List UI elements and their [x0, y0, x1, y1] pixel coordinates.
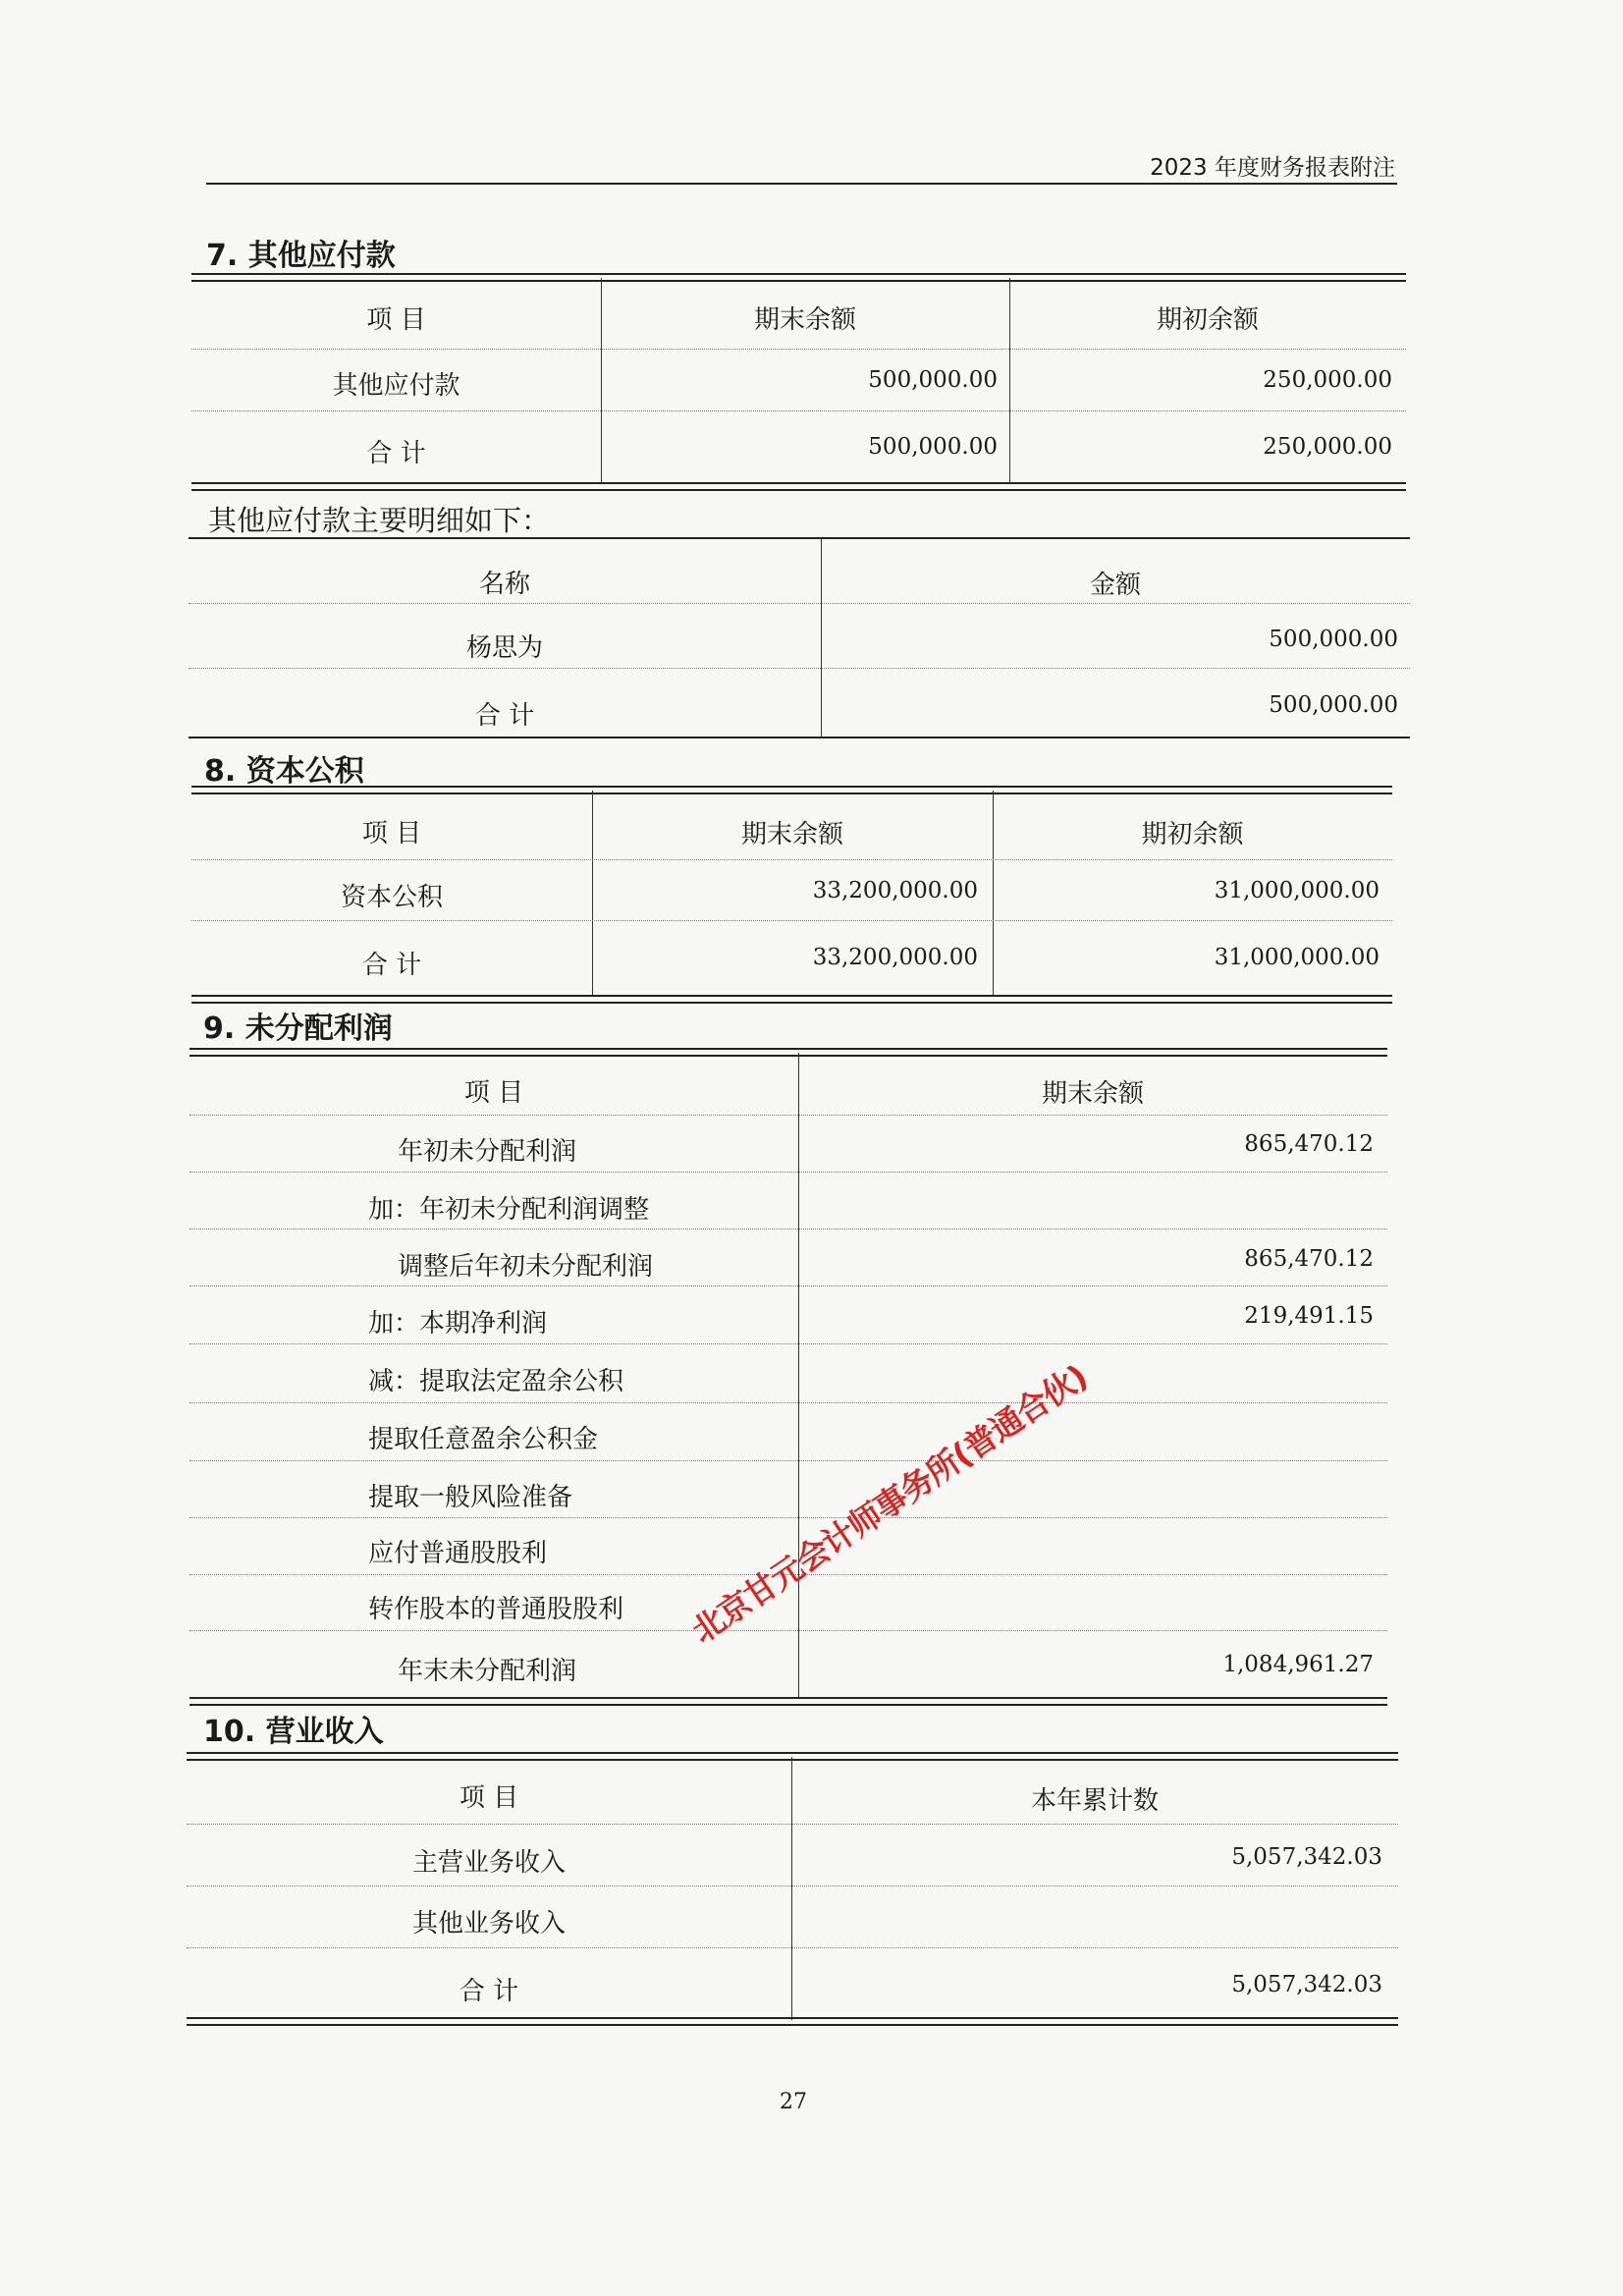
- table-7-row-rule: [191, 410, 1406, 411]
- section-8-title: 8. 资本公积: [204, 754, 364, 789]
- report-header-title: 2023 年度财务报表附注: [1150, 155, 1395, 181]
- header-rule: [206, 183, 1397, 185]
- table-9-row-rule: [189, 1402, 1387, 1403]
- section-9-top-rule: [189, 1048, 1387, 1057]
- table-9-bottom-rule: [189, 1697, 1387, 1706]
- table-9-row-end: 865,470.12: [1244, 1131, 1374, 1157]
- detail-row-rule: [189, 603, 1410, 604]
- table-7-header-item: 项 目: [366, 305, 426, 335]
- table-9-row-item: 提取任意盈余公积金: [368, 1425, 599, 1454]
- table-9-header-end: 期末余额: [1041, 1079, 1144, 1109]
- table-9-row-rule: [189, 1630, 1387, 1631]
- section-7-top-rule: [191, 273, 1406, 282]
- table-9-row-rule: [189, 1172, 1387, 1173]
- table-9-total-item: 年末未分配利润: [398, 1657, 577, 1686]
- table-8-total-item: 合 计: [361, 951, 422, 980]
- table-9-row-end: 865,470.12: [1244, 1246, 1374, 1272]
- table-8-row-rule: [191, 859, 1392, 860]
- table-7-row-1-begin: 250,000.00: [1263, 367, 1392, 393]
- detail-total-amount: 500,000.00: [1269, 692, 1398, 718]
- table-10-header-item: 项 目: [459, 1783, 519, 1813]
- table-8-row-1-end: 33,200,000.00: [812, 878, 978, 903]
- table-8-total-end: 33,200,000.00: [812, 945, 978, 970]
- section-7-title: 7. 其他应付款: [206, 239, 396, 273]
- detail-row-1-name: 杨思为: [465, 633, 543, 663]
- table-10-row-1-amount: 5,057,342.03: [1231, 1844, 1382, 1870]
- table-9-row-item: 转作股本的普通股股利: [368, 1595, 624, 1624]
- table-9-row-item: 加：年初未分配利润调整: [368, 1195, 650, 1225]
- table-10-header-amount: 本年累计数: [1030, 1786, 1159, 1816]
- detail-total-name: 合 计: [474, 701, 535, 731]
- table-9-row-item: 减：提取法定盈余公积: [368, 1367, 624, 1396]
- table-7-bottom-rule: [191, 482, 1406, 491]
- table-10-bottom-rule: [187, 2017, 1398, 2026]
- detail-header-amount: 金额: [1089, 571, 1141, 600]
- table-7-row-1-item: 其他应付款: [332, 371, 460, 401]
- table-7-row-rule: [191, 349, 1406, 350]
- table-9-total-end: 1,084,961.27: [1222, 1652, 1374, 1677]
- table-7-total-item: 合 计: [366, 439, 426, 468]
- table-9-row-rule: [189, 1229, 1387, 1230]
- detail-table-bottom-rule: [189, 737, 1410, 738]
- table-9-row-end: 219,491.15: [1244, 1303, 1374, 1329]
- table-10-row-rule: [187, 1947, 1398, 1948]
- table-10-total-item: 合 计: [459, 1977, 519, 2006]
- table-7-total-begin: 250,000.00: [1263, 434, 1392, 460]
- table-9-row-item: 加：本期净利润: [368, 1309, 548, 1339]
- table-9-header-item: 项 目: [463, 1078, 524, 1108]
- table-8-header-end: 期末余额: [740, 820, 843, 849]
- table-8-bottom-rule: [191, 995, 1392, 1004]
- table-10-row-rule: [187, 1824, 1398, 1825]
- table-9-row-rule: [189, 1517, 1387, 1518]
- detail-row-rule: [189, 668, 1410, 669]
- table-9-row-rule: [189, 1460, 1387, 1461]
- table-9-row-item: 提取一般风险准备: [368, 1483, 573, 1512]
- detail-note: 其他应付款主要明细如下：: [208, 504, 551, 537]
- table-8-row-rule: [191, 920, 1392, 921]
- section-8-top-rule: [191, 786, 1392, 794]
- detail-row-1-amount: 500,000.00: [1269, 627, 1398, 652]
- table-10-row-1-item: 主营业务收入: [411, 1848, 566, 1878]
- table-9-row-rule: [189, 1285, 1387, 1286]
- table-7-total-end: 500,000.00: [868, 434, 998, 460]
- section-10-top-rule: [187, 1752, 1398, 1761]
- table-7-header-end: 期末余额: [753, 305, 856, 335]
- table-7-header-begin: 期初余额: [1156, 305, 1259, 335]
- table-8-total-begin: 31,000,000.00: [1214, 945, 1380, 970]
- table-10-row-2-item: 其他业务收入: [411, 1909, 566, 1939]
- table-10-total-amount: 5,057,342.03: [1231, 1972, 1382, 1997]
- page-number: 27: [780, 2090, 807, 2114]
- table-8-header-begin: 期初余额: [1141, 820, 1244, 849]
- detail-table-top-rule: [189, 537, 1410, 539]
- table-9-row-item: 年初未分配利润: [398, 1137, 577, 1167]
- table-8-row-1-item: 资本公积: [340, 883, 443, 912]
- section-9-title: 9. 未分配利润: [203, 1011, 393, 1046]
- section-10-title: 10. 营业收入: [203, 1715, 384, 1749]
- audit-firm-stamp: 北京甘元会计师事务所(普通合伙): [684, 1356, 1094, 1651]
- table-9-row-item: 应付普通股股利: [368, 1539, 548, 1568]
- table-8-row-1-begin: 31,000,000.00: [1214, 878, 1380, 903]
- table-7-row-1-end: 500,000.00: [868, 367, 998, 393]
- detail-header-name: 名称: [478, 570, 530, 599]
- table-9-row-rule: [189, 1115, 1387, 1116]
- table-8-header-item: 项 目: [361, 819, 422, 848]
- table-9-row-item: 调整后年初未分配利润: [398, 1252, 654, 1282]
- table-9-row-rule: [189, 1343, 1387, 1344]
